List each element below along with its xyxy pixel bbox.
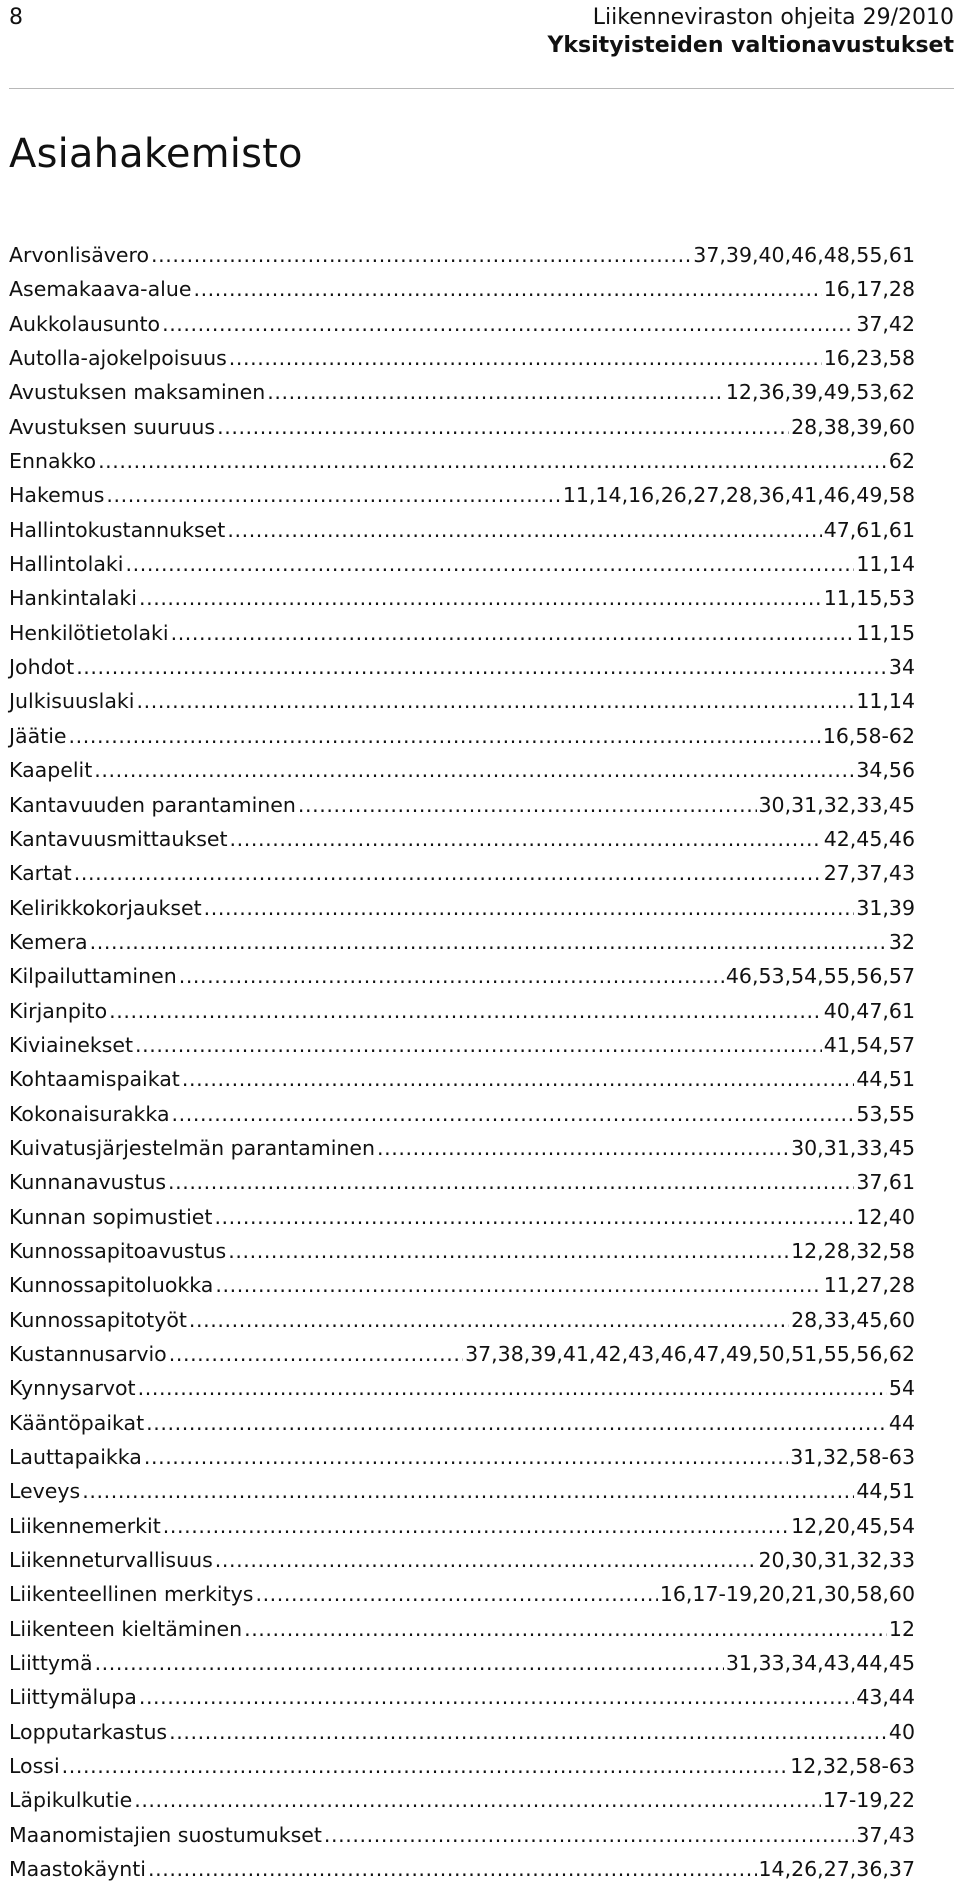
dot-leader <box>144 1444 788 1471</box>
dot-leader <box>62 1753 789 1780</box>
dot-leader <box>230 826 822 853</box>
dot-leader <box>214 1204 854 1231</box>
dot-leader <box>189 1307 789 1334</box>
dot-leader <box>217 414 789 441</box>
dot-leader <box>162 311 854 338</box>
dot-leader <box>90 929 887 956</box>
index-page-numbers: 40,47,61 <box>823 998 915 1023</box>
index-entry <box>9 620 915 654</box>
dot-leader <box>148 1856 756 1883</box>
index-entry <box>9 1307 915 1341</box>
index-page-numbers: 16,23,58 <box>823 346 915 371</box>
index-page-numbers: 28,38,39,60 <box>791 414 915 439</box>
index-term: Arvonlisävero <box>9 243 150 267</box>
index-page-numbers: 34,56 <box>856 758 915 783</box>
dot-leader <box>169 1719 887 1746</box>
running-header <box>547 4 954 60</box>
index-term: Kartat <box>9 861 72 886</box>
dot-leader <box>229 345 822 372</box>
index-term: Liikennemerkit <box>9 1513 161 1538</box>
index-term: Kunnanavustus <box>9 1170 167 1195</box>
index-page-numbers: 54 <box>888 1376 915 1401</box>
index-page-numbers: 28,33,45,60 <box>791 1307 915 1332</box>
dot-leader <box>134 1787 821 1814</box>
dot-leader <box>204 895 855 922</box>
index-entry <box>9 1650 915 1684</box>
index-page-numbers: 34 <box>888 655 915 680</box>
index-entry <box>9 1581 915 1615</box>
index-page-numbers: 44,51 <box>856 1479 915 1504</box>
index-entry <box>9 551 915 585</box>
index-entry <box>9 860 915 894</box>
dot-leader <box>151 242 691 269</box>
index-term: Kunnan sopimustiet <box>9 1204 213 1229</box>
index-term: Kohtaamispaikat <box>9 1067 180 1092</box>
index-list <box>9 242 915 1891</box>
index-entry <box>9 311 915 345</box>
index-entry <box>9 1513 915 1547</box>
index-page-numbers: 12,20,45,54 <box>791 1513 915 1538</box>
index-entry <box>9 1856 915 1890</box>
dot-leader <box>182 1066 854 1093</box>
index-entry <box>9 585 915 619</box>
index-entry <box>9 1135 915 1169</box>
dot-leader <box>163 1513 789 1540</box>
index-term: Aukkolausunto <box>9 311 161 336</box>
dot-leader <box>136 688 854 715</box>
index-page-numbers: 20,30,31,32,33 <box>758 1548 915 1573</box>
index-entry <box>9 723 915 757</box>
index-term: Lopputarkastus <box>9 1719 168 1744</box>
index-entry <box>9 654 915 688</box>
dot-leader <box>298 792 757 819</box>
index-page-numbers: 37,38,39,41,42,43,46,47,49,50,51,55,56,62 <box>465 1342 915 1366</box>
index-entry <box>9 1066 915 1100</box>
dot-leader <box>215 1547 757 1574</box>
dot-leader <box>324 1822 854 1849</box>
index-page-numbers: 12,36,39,49,53,62 <box>725 380 915 405</box>
index-entry <box>9 688 915 722</box>
index-page-numbers: 37,43 <box>856 1822 915 1847</box>
index-page-numbers: 17-19,22 <box>822 1788 915 1813</box>
index-entry <box>9 482 915 516</box>
index-term: Liittymälupa <box>9 1685 137 1710</box>
index-page-numbers: 16,17-19,20,21,30,58,60 <box>659 1582 915 1607</box>
index-term: Kokonaisurakka <box>9 1101 170 1126</box>
index-term: Liittymä <box>9 1651 93 1676</box>
index-entry <box>9 1684 915 1718</box>
index-term: Kunnossapitoluokka <box>9 1273 214 1298</box>
dot-leader <box>227 517 821 544</box>
index-entry <box>9 276 915 310</box>
index-page-numbers: 11,14 <box>856 552 915 577</box>
index-entry <box>9 1204 915 1238</box>
index-term: Autolla-ajokelpoisuus <box>9 346 227 371</box>
index-term: Julkisuuslaki <box>9 689 135 714</box>
dot-leader <box>94 757 854 784</box>
index-term: Kiviainekset <box>9 1032 134 1057</box>
index-entry <box>9 826 915 860</box>
index-page-numbers: 12,28,32,58 <box>791 1238 915 1263</box>
dot-leader <box>228 1238 789 1265</box>
dot-leader <box>125 551 854 578</box>
index-term: Kantavuusmittaukset <box>9 826 228 851</box>
index-term: Kelirikkokorjaukset <box>9 895 202 920</box>
index-page-numbers: 12,40 <box>856 1204 915 1229</box>
index-page-numbers: 44,51 <box>856 1067 915 1092</box>
index-entry <box>9 895 915 929</box>
index-entry <box>9 1410 915 1444</box>
index-page-numbers: 31,33,34,43,44,45 <box>725 1651 915 1676</box>
dot-leader <box>139 585 822 612</box>
index-page-numbers: 41,54,57 <box>823 1032 915 1057</box>
header-divider <box>9 88 954 89</box>
index-term: Maanomistajien suostumukset <box>9 1822 322 1847</box>
index-page-numbers: 11,15,53 <box>823 586 915 611</box>
index-term: Ennakko <box>9 449 97 474</box>
index-term: Kuivatusjärjestelmän parantaminen <box>9 1135 375 1160</box>
index-entry <box>9 998 915 1032</box>
index-entry <box>9 1547 915 1581</box>
dot-leader <box>267 379 724 406</box>
index-entry <box>9 1375 915 1409</box>
index-entry <box>9 242 915 276</box>
index-entry <box>9 1616 915 1650</box>
index-term: Liikenteen kieltäminen <box>9 1616 243 1641</box>
index-page-numbers: 46,53,54,55,56,57 <box>725 964 915 989</box>
dot-leader <box>179 963 724 990</box>
index-term: Kustannusarvio <box>9 1342 167 1366</box>
index-term: Kynnysarvot <box>9 1376 136 1401</box>
index-page-numbers: 42,45,46 <box>823 826 915 851</box>
index-entry <box>9 448 915 482</box>
index-entry <box>9 1341 915 1375</box>
index-entry <box>9 1478 915 1512</box>
dot-leader <box>215 1272 821 1299</box>
index-page-numbers: 30,31,32,33,45 <box>758 792 915 817</box>
index-term: Leveys <box>9 1479 81 1504</box>
index-page-numbers: 16,17,28 <box>823 277 915 302</box>
index-entry <box>9 517 915 551</box>
dot-leader <box>255 1581 657 1608</box>
index-page-numbers: 11,14 <box>856 689 915 714</box>
page-number: 8 <box>9 5 23 30</box>
index-page-numbers: 31,32,58-63 <box>790 1445 915 1470</box>
dot-leader <box>244 1616 887 1643</box>
dot-leader <box>76 654 887 681</box>
index-term: Maastokäynti <box>9 1857 147 1882</box>
index-page-numbers: 53,55 <box>856 1101 915 1126</box>
index-entry <box>9 1444 915 1478</box>
index-page-numbers: 47,61,61 <box>823 517 915 542</box>
index-term: Lauttapaikka <box>9 1445 142 1470</box>
dot-leader <box>74 860 822 887</box>
index-page-numbers: 12 <box>888 1616 915 1641</box>
index-term: Lossi <box>9 1754 60 1779</box>
index-entry <box>9 792 915 826</box>
index-page-numbers: 11,15 <box>856 620 915 645</box>
index-term: Läpikulkutie <box>9 1788 133 1813</box>
index-entry <box>9 757 915 791</box>
dot-leader <box>171 620 855 647</box>
dot-leader <box>95 1650 724 1677</box>
dot-leader <box>109 998 822 1025</box>
index-page-numbers: 11,27,28 <box>823 1273 915 1298</box>
index-entry <box>9 963 915 997</box>
dot-leader <box>135 1032 822 1059</box>
index-page-numbers: 43,44 <box>856 1685 915 1710</box>
index-entry <box>9 345 915 379</box>
index-entry <box>9 1719 915 1753</box>
index-title: Asiahakemisto <box>9 131 303 177</box>
index-page-numbers: 27,37,43 <box>823 861 915 886</box>
index-entry <box>9 1272 915 1306</box>
index-page-numbers: 44 <box>888 1410 915 1435</box>
document-title: Yksityisteiden valtionavustukset <box>547 33 954 58</box>
index-page-numbers: 62 <box>888 449 915 474</box>
dot-leader <box>169 1341 463 1368</box>
index-term: Kaapelit <box>9 758 93 783</box>
index-term: Liikenteellinen merkitys <box>9 1582 254 1607</box>
index-entry <box>9 1753 915 1787</box>
dot-leader <box>168 1169 854 1196</box>
dot-leader <box>193 276 821 303</box>
index-page-numbers: 37,42 <box>856 311 915 336</box>
index-term: Avustuksen maksaminen <box>9 380 266 405</box>
index-page-numbers: 37,61 <box>856 1170 915 1195</box>
index-page-numbers: 40 <box>888 1719 915 1744</box>
index-entry <box>9 1169 915 1203</box>
index-page-numbers: 14,26,27,36,37 <box>758 1857 915 1882</box>
index-entry <box>9 414 915 448</box>
index-page-numbers: 12,32,58-63 <box>790 1754 915 1779</box>
index-term: Hankintalaki <box>9 586 137 611</box>
index-term: Kunnossapitotyöt <box>9 1307 187 1332</box>
index-entry <box>9 1101 915 1135</box>
index-term: Hakemus <box>9 483 105 508</box>
index-page-numbers: 37,39,40,46,48,55,61 <box>693 243 915 267</box>
index-entry <box>9 379 915 413</box>
dot-leader <box>146 1410 887 1437</box>
index-entry <box>9 929 915 963</box>
index-term: Kirjanpito <box>9 998 108 1023</box>
index-term: Kemera <box>9 929 88 954</box>
dot-leader <box>172 1101 855 1128</box>
index-term: Jäätie <box>9 723 67 748</box>
index-page-numbers: 31,39 <box>856 895 915 920</box>
dot-leader <box>138 1375 887 1402</box>
dot-leader <box>98 448 887 475</box>
index-term: Avustuksen suuruus <box>9 414 216 439</box>
publication-name: Liikenneviraston ohjeita 29/2010 <box>592 5 954 30</box>
index-entry <box>9 1032 915 1066</box>
index-entry <box>9 1787 915 1821</box>
index-term: Liikenneturvallisuus <box>9 1548 213 1573</box>
index-entry <box>9 1822 915 1856</box>
index-term: Hallintokustannukset <box>9 517 226 542</box>
index-page-numbers: 11,14,16,26,27,28,36,41,46,49,58 <box>562 483 915 508</box>
index-term: Kääntöpaikat <box>9 1410 145 1435</box>
dot-leader <box>69 723 821 750</box>
index-page-numbers: 16,58-62 <box>822 723 915 748</box>
index-page-numbers: 30,31,33,45 <box>791 1135 915 1160</box>
index-term: Kantavuuden parantaminen <box>9 792 296 817</box>
dot-leader <box>377 1135 789 1162</box>
index-term: Kilpailuttaminen <box>9 964 177 989</box>
index-term: Asemakaava-alue <box>9 277 192 302</box>
index-term: Henkilötietolaki <box>9 620 169 645</box>
dot-leader <box>106 482 561 509</box>
dot-leader <box>82 1478 854 1505</box>
index-page-numbers: 32 <box>888 929 915 954</box>
dot-leader <box>139 1684 854 1711</box>
index-term: Hallintolaki <box>9 552 124 577</box>
index-term: Johdot <box>9 655 75 680</box>
index-term: Kunnossapitoavustus <box>9 1238 227 1263</box>
index-entry <box>9 1238 915 1272</box>
